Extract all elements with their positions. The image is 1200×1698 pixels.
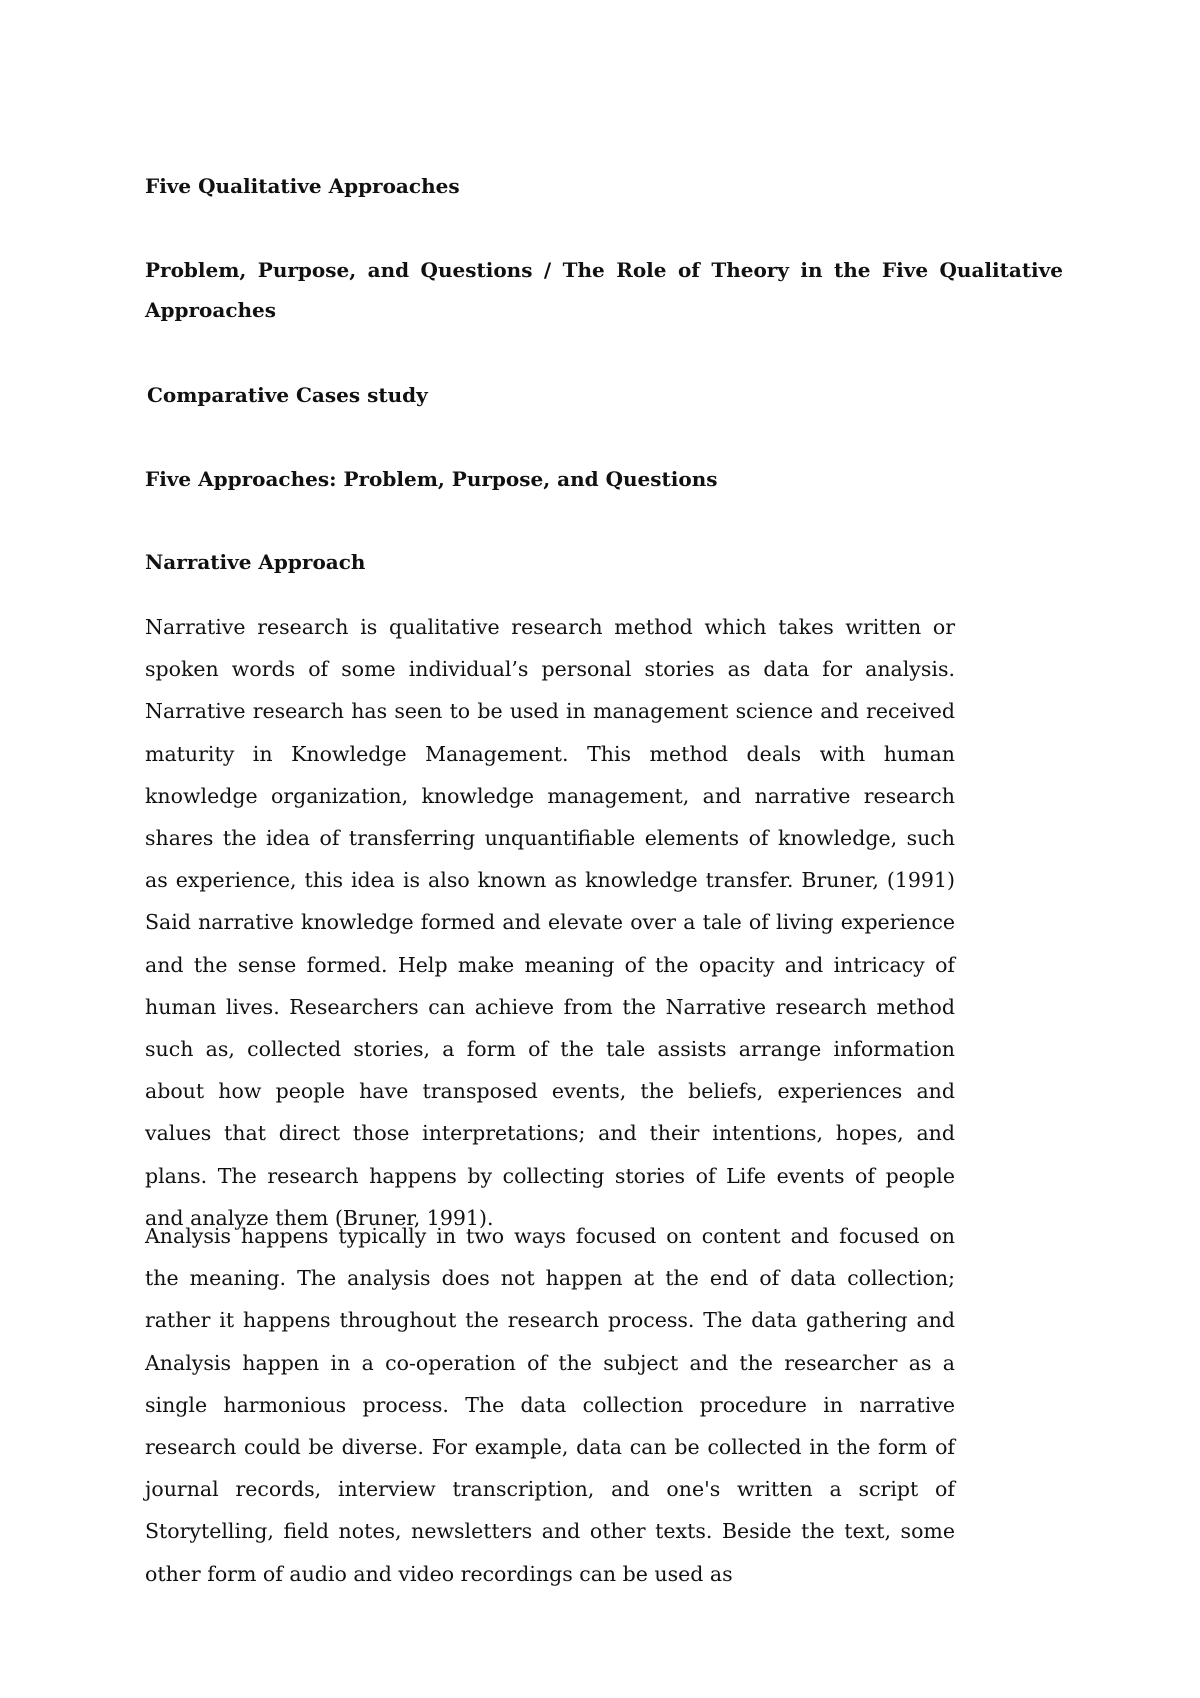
document-title: Five Qualitative Approaches	[145, 174, 460, 198]
section-heading-comparative-cases: Comparative Cases study	[147, 383, 428, 407]
section-heading-problem-purpose: Problem, Purpose, and Questions / The Role of Theory in the Five Qualitative Approaches	[145, 258, 1063, 322]
section-heading-narrative-approach: Narrative Approach	[145, 550, 366, 574]
body-paragraph: Narrative research is qualitative research method which takes written or spoken words of some individual’s personal stories as data for analysis. Narrative research has seen to be used in management science and received maturity in Knowledge Management. This method deals with human knowledge organization, knowledge management, and narrative research shares the idea of transferring unquantifiable elements of knowledge, such as experience, this idea is also known as knowledge transfer. Bruner, (1991) Said narrative knowledge formed and elevate over a tale of living experience and the sense formed. Help make meaning of the opacity and intricacy of human lives. Researchers can achieve from the Narrative research method such as, collected stories, a form of the tale assists arrange information about how people have transposed events, the beliefs, experiences and values that direct those interpretations; and their intentions, hopes, and plans. The research happens by collecting stories of Life events of people and analyze them (Bruner, 1991).	[145, 615, 955, 1230]
section-heading-five-approaches: Five Approaches: Problem, Purpose, and Questions	[145, 467, 718, 491]
body-paragraph: Analysis happens typically in two ways focused on content and focused on the meaning. The analysis does not happen at the end of data collection; rather it happens throughout the research process. The data gathering and Analysis happen in a co-operation of the subject and the researcher as a single harmonious process. The data collection procedure in narrative research could be diverse. For example, data can be collected in the form of journal records, interview transcription, and one's written a script of Storytelling, field notes, newsletters and other texts. Beside the text, some other form of audio and video recordings can be used as	[145, 1224, 955, 1586]
